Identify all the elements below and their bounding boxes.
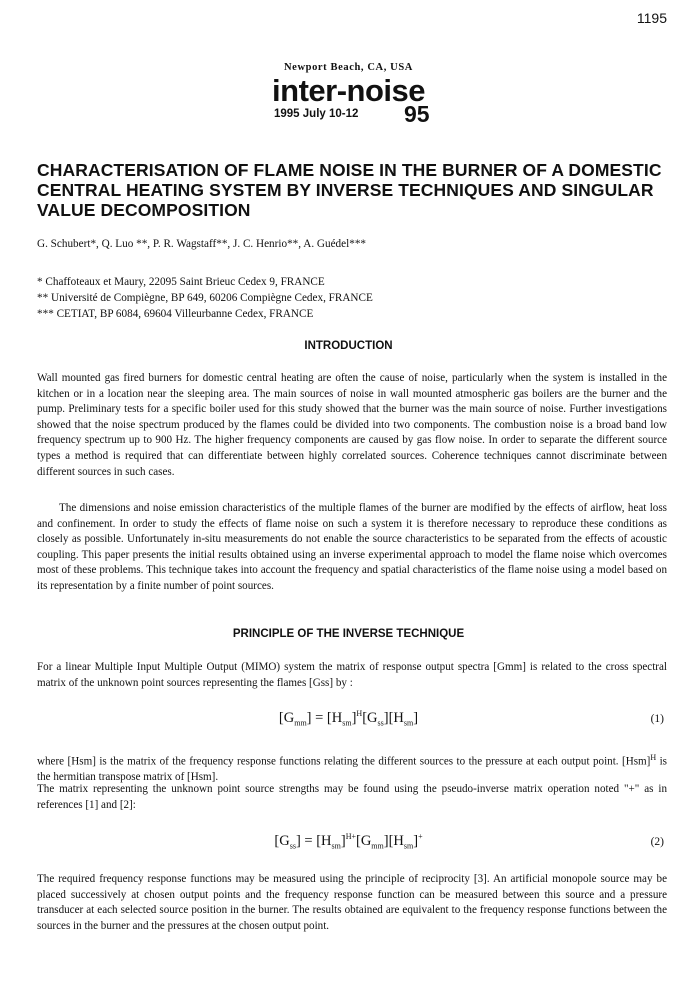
affiliation-1: * Chaffoteaux et Maury, 22095 Saint Brieuc Cedex 9, FRANCE: [37, 276, 325, 288]
affiliation-3: *** CETIAT, BP 6084, 69604 Villeurbanne Cedex, FRANCE: [37, 308, 314, 320]
principle-paragraph-1: For a linear Multiple Input Multiple Output (MIMO) system the matrix of response output spectra [Gmm] is related to the cross spectral matrix of the unknown point sources representing the flames [Gss] by :: [37, 661, 667, 689]
conference-year: 95: [404, 101, 430, 127]
equation-2-number: (2): [650, 836, 664, 848]
author-list: G. Schubert*, Q. Luo **, P. R. Wagstaff**, J. C. Henrio**, A. Guédel***: [37, 238, 367, 250]
conference-venue: Newport Beach, CA, USA: [284, 62, 413, 73]
section-heading-introduction: INTRODUCTION: [304, 340, 393, 352]
paper-title: CHARACTERISATION OF FLAME NOISE IN THE BURNER OF A DOMESTIC CENTRAL HEATING SYSTEM BY INVERSE TECHNIQUES AND SINGULAR VALUE DECOMPOSITION: [37, 160, 662, 220]
conference-dates: 1995 July 10-12: [274, 108, 359, 120]
equation-2: $[G_{ss}] = [H_{sm}]^{H+}[G_{mm}][H_{sm}]^+$: [274, 832, 423, 851]
equation-1: $[G_{mm}] = [H_{sm}]^H[G_{ss}][H_{sm}]$: [278, 709, 419, 728]
principle-paragraph-2: [37, 750, 667, 786]
principle-paragraph-4: The required frequency response functions may be measured using the principle of reciprocity [3]. An artificial monopole source may be placed successively at chosen output points and the frequency response function can be measured between this source and a pressure transducer at each selected source position in the burner. The results obtained are equivalent to the frequency response functions between the sources in the burner and the pressures at the chosen output point.: [37, 873, 667, 932]
principle-paragraph-2-text-a: where [Hsm] is the matrix of the frequency response functions relating the different sources to the pressure at each output point. [Hsm]: [37, 755, 651, 768]
hermitian-superscript: H: [650, 753, 657, 762]
intro-paragraph-1: Wall mounted gas fired burners for domestic central heating are often the cause of noise, particularly when the system is installed in the kitchen or in a location near the sleeping area. The main sources of noise in wall mounted atmospheric gas boilers are the burner and the pump. Preliminary tests for a specific boiler used for this study showed that the burner was the main source of noise. Further investigations showed that the noise spectrum produced by the flames could be divided into two components. The combustion noise is a broad band low frequency spectrum up to 900 Hz. The higher frequency components are caused by gas flow noise. In order to separate the different source types a method is required that can differentiate between highly correlated sources. Coherence techniques cannot discriminate between different sources in such cases.: [37, 372, 667, 478]
page-number: 1195: [636, 10, 667, 26]
affiliation-2: ** Université de Compiègne, BP 649, 60206 Compiègne Cedex, FRANCE: [37, 292, 373, 304]
principle-paragraph-3: The matrix representing the unknown point source strengths may be found using the pseudo-inverse matrix operation noted "+" as in references [1] and [2]:: [37, 783, 667, 811]
intro-paragraph-2: The dimensions and noise emission characteristics of the multiple flames of the burner are modified by the effects of airflow, heat loss and confinement. In order to study the effects of flame noise on such a system it is therefore necessary to reproduce these conditions as closely as possible. Unfortunately in-situ measurements do not enable the source characteristics to be separated from the effects of acoustic coupling. This paper presents the initial results obtained using an inverse experimental approach to model the flame noise which overcomes most of these problems. This technique takes into account the frequency and spatial characteristics of the flame noise using a model based on its representation by a finite number of point sources.: [37, 502, 667, 592]
equation-1-number: (1): [650, 713, 664, 725]
section-heading-principle: PRINCIPLE OF THE INVERSE TECHNIQUE: [232, 628, 465, 640]
principle-paragraph-2-text-b: is the hermitian transpose matrix of [Hsm].: [37, 755, 667, 784]
conference-logo: inter-noise: [272, 73, 425, 108]
